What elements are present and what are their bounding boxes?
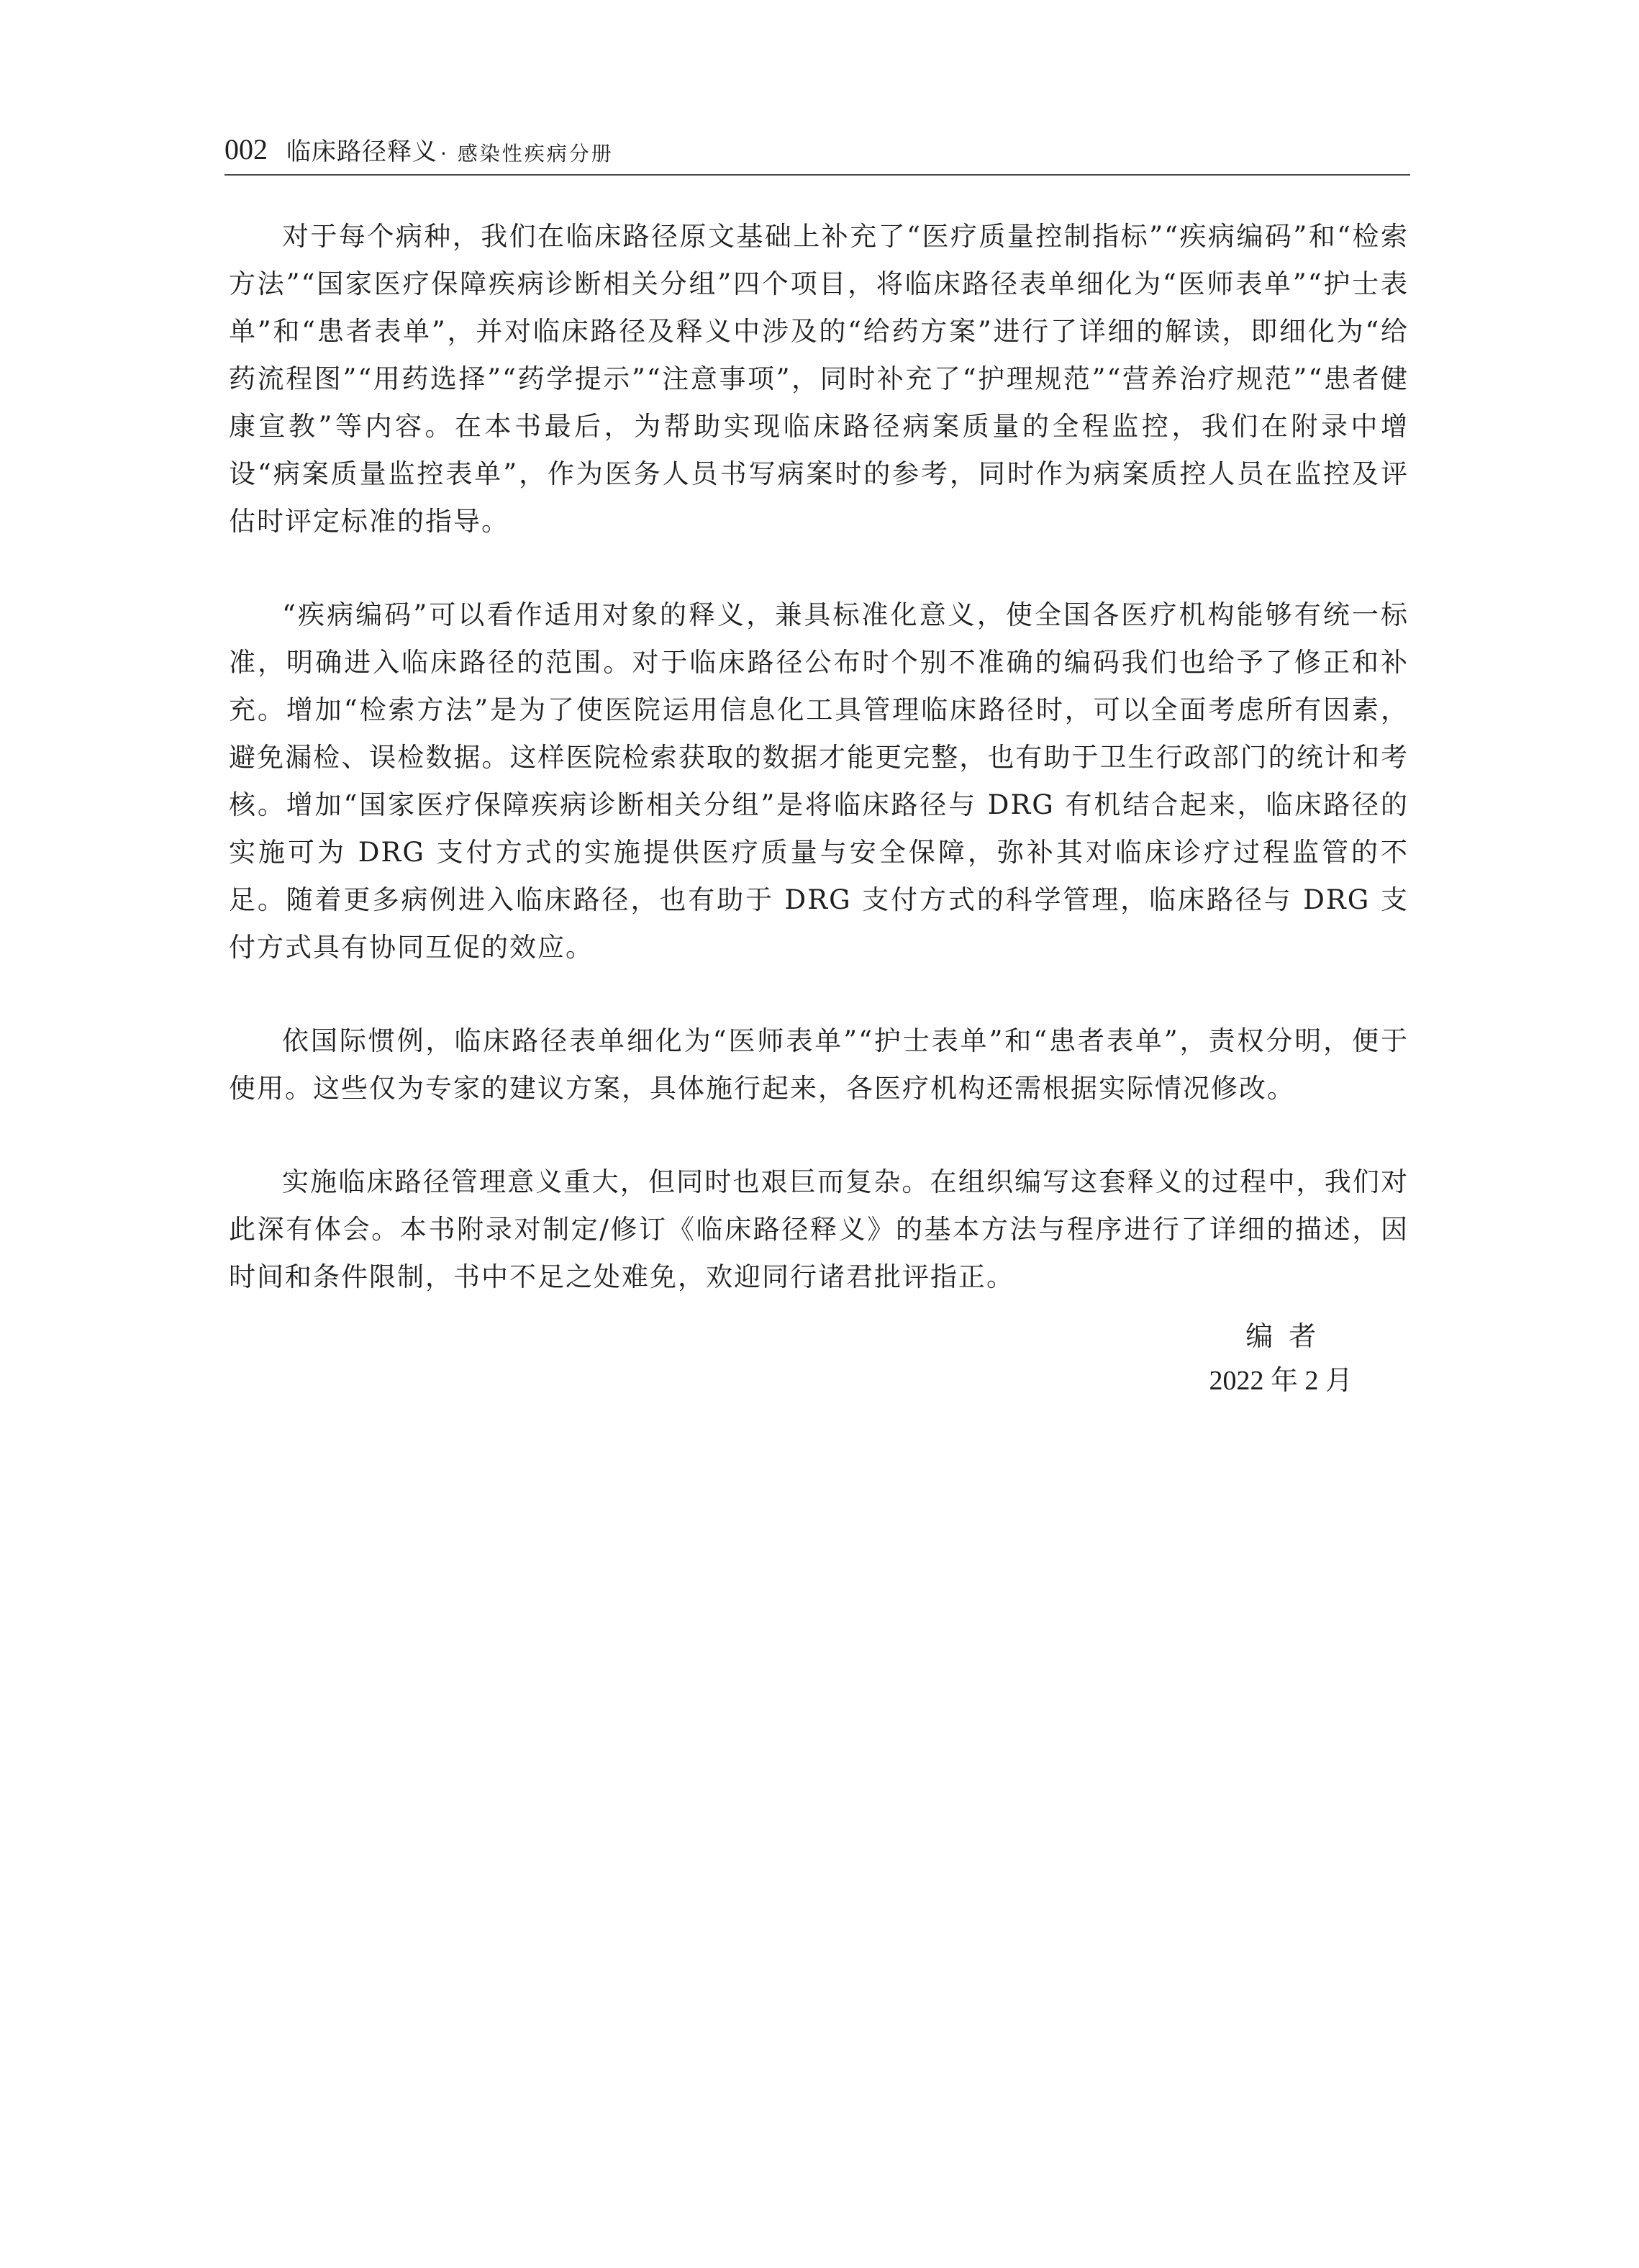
paragraph-4: 实施临床路径管理意义重大，但同时也艰巨而复杂。在组织编写这套释义的过程中，我们对此深有体会。本书附录对制定/修订《临床路径释义》的基本方法与程序进行了详细的描述，因时间和条件限制，书中不足之处难免，欢迎同行诸君批评指正。: [229, 1166, 1409, 1292]
paragraph-2: “疾病编码”可以看作适用对象的释义，兼具标准化意义，使全国各医疗机构能够有统一标准，明确进入临床路径的范围。对于临床路径公布时个别不准确的编码我们也给予了修正和补充。增加“检索方法”是为了使医院运用信息化工具管理临床路径时，可以全面考虑所有因素，避免漏检、误检数据。这样医院检索获取的数据才能更完整，也有助于卫生行政部门的统计和考核。增加“国家医疗保障疾病诊断相关分组”是将临床路径与 DRG 有机结合起来，临床路径的实施可为 DRG 支付方式的实施提供医疗质量与安全保障，弥补其对临床诊疗过程监管的不足。随着更多病例进入临床路径，也有助于 DRG 支付方式的科学管理，临床路径与 DRG 支付方式具有协同互促的效应。: [229, 599, 1409, 963]
paragraph-3: 依国际惯例，临床路径表单细化为“医师表单”“护士表单”和“患者表单”，责权分明，便于使用。这些仅为专家的建议方案，具体施行起来，各医疗机构还需根据实际情况修改。: [229, 1025, 1409, 1104]
running-header: [224, 130, 1410, 176]
signature-block: [1209, 1314, 1353, 1403]
page-number: 002: [224, 133, 268, 165]
signature-date: 2022 年 2 月: [1209, 1366, 1353, 1396]
editor-signature: 编者: [1245, 1320, 1332, 1352]
book-subtitle: · 感染性疾病分册: [440, 142, 614, 165]
paragraph-1: 对于每个病种，我们在临床路径原文基础上补充了“医疗质量控制指标”“疾病编码”和“检索方法”“国家医疗保障疾病诊断相关分组”四个项目，将临床路径表单细化为“医师表单”“护士表单”和“患者表单”，并对临床路径及释义中涉及的“给药方案”进行了详细的解读，即细化为“给药流程图”“用药选择”“药学提示”“注意事项”，同时补充了“护理规范”“营养治疗规范”“患者健康宣教”等内容。在本书最后，为帮助实现临床路径病案质量的全程监控，我们在附录中增设“病案质量监控表单”，作为医务人员书写病案时的参考，同时作为病案质控人员在监控及评估时评定标准的指导。: [229, 221, 1409, 537]
body-text: [229, 213, 1409, 1347]
book-title: 临床路径释义: [286, 137, 437, 166]
